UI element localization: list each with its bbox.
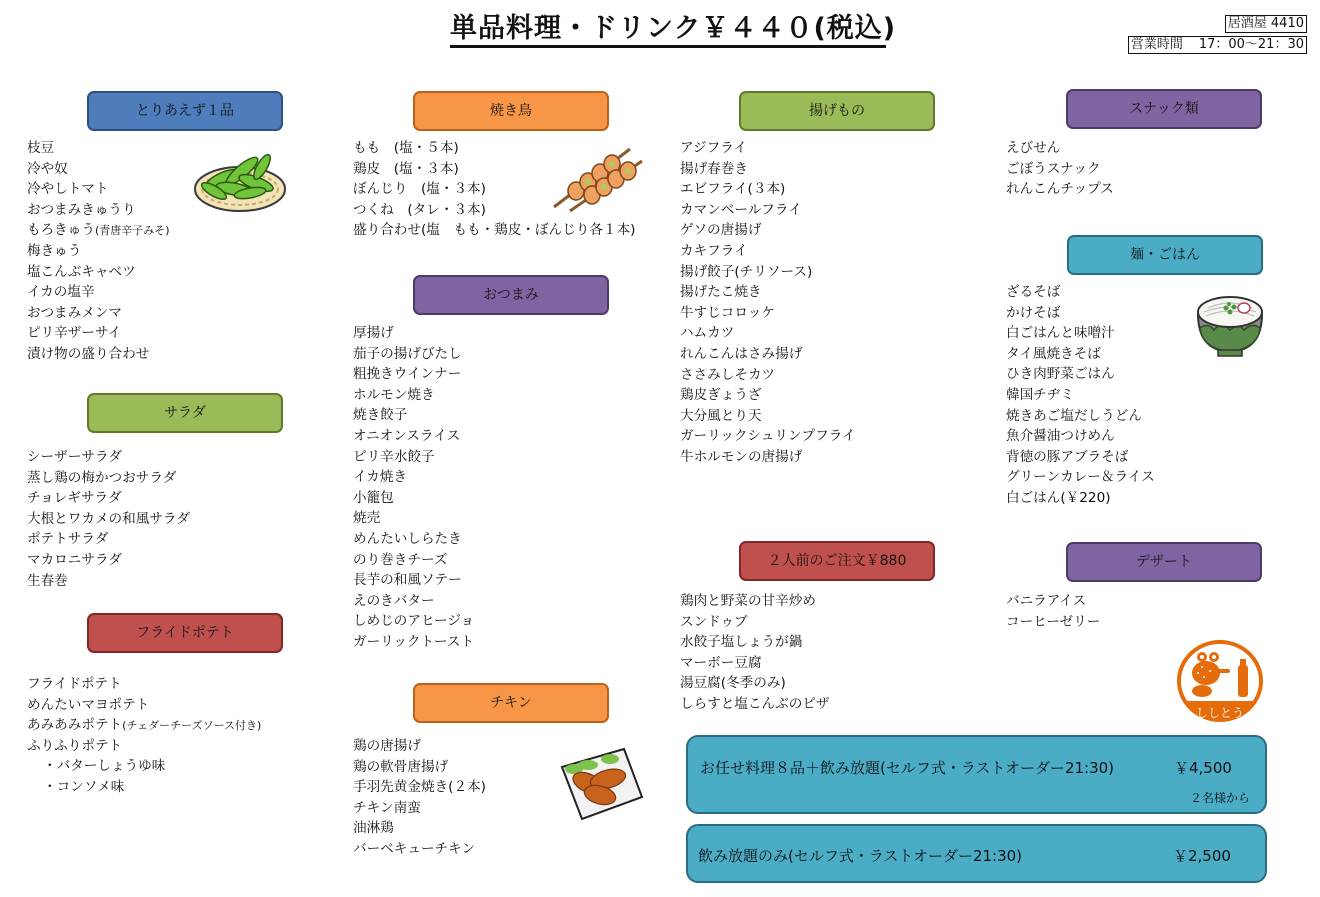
list-item: カマンベールフライ [680,201,802,218]
category-yakitori: 焼き鳥 [413,91,609,131]
list-item: スンドゥブ [680,613,748,630]
list-item: 枝豆 [27,140,55,156]
course-label: 飲み放題のみ(セルフ式・ラストオーダー21:30) [698,847,1023,865]
category-otsumami: おつまみ [413,275,609,315]
category-agemono: 揚げもの [739,91,935,131]
list-item: 盛り合わせ(塩 もも・鶏皮・ぼんじり各１本) [353,222,636,239]
list-item [27,715,261,736]
list-item: ひき肉野菜ごはん [1006,366,1115,383]
list-item: ささみしそカツ [680,366,776,383]
list-item: もも (塩・５本) [353,140,459,156]
list-item: 白ごはん(￥220) [1006,489,1111,506]
list-item: ガーリックトースト [353,633,475,650]
list-item: マーボー豆腐 [680,654,762,671]
category-for-two: ２人前のご注文￥880 [739,541,935,581]
item-note: (チェダーチーズソース付き) [122,719,262,733]
for-two-list [680,591,830,715]
list-item: のり巻きチーズ [353,551,448,568]
list-item: フライドポテト [27,676,122,692]
list-item: 大分風とり天 [680,407,762,424]
list-item: オニオンスライス [353,427,461,444]
list-item: 牛ホルモンの唐揚げ [680,448,803,465]
udon-bowl-illustration-icon [1194,288,1266,358]
chicken-wings-illustration-icon [558,745,644,825]
list-item: バニラアイス [1006,593,1087,609]
list-item: 韓国チヂミ [1006,386,1074,403]
list-item: おつまみメンマ [27,304,123,321]
list-item: イカ焼き [353,469,407,486]
list-item: 長芋の和風ソテー [353,572,462,589]
dessert-list [1006,591,1100,632]
list-item: 鶏皮ぎょうざ [680,387,762,404]
list-item: 茄子の揚げびたし [353,345,462,362]
list-item: ふりふりポテト [27,737,123,754]
fried-potato-list [27,674,261,798]
course-note: ２名様から [1190,791,1251,805]
list-item: 魚介醤油つけめん [1006,428,1115,445]
list-item: イカの塩辛 [27,284,95,301]
list-item: おつまみきゅうり [27,201,136,218]
list-item: コーヒーゼリー [1006,613,1101,630]
list-item: グリーンカレー＆ライス [1006,469,1155,486]
hours-value: 17：00～21：30 [1198,37,1304,52]
list-item: めんたいしらたき [353,530,462,547]
list-item: 蒸し鶏の梅かつおサラダ [27,469,177,486]
list-item: 油淋鶏 [353,820,394,837]
chicken-list [353,736,486,860]
list-item: ごぼうスナック [1006,160,1101,177]
list-item: チキン南蛮 [353,799,421,816]
list-item: 揚げたこ焼き [680,284,762,301]
list-item: 背徳の豚アブラそば [1006,448,1129,465]
list-item: 鶏皮 (塩・３本) [353,160,459,177]
list-item: 水餃子塩しょうが鍋 [680,634,803,651]
list-item: カキフライ [680,242,748,259]
business-hours [1128,36,1307,54]
list-item: 湯豆腐(冬季のみ) [680,675,786,692]
category-noodles-rice: 麺・ごはん [1067,235,1263,275]
toriaezu-list [27,138,170,365]
list-item: ぼんじり (塩・３本) [353,181,486,198]
list-item: 手羽先黄金焼き(２本) [353,779,486,796]
page-title: 単品料理・ドリンク￥４４０(税込) [450,12,886,48]
list-item: チョレギサラダ [27,490,122,507]
course-price: ￥4,500 [1174,759,1232,777]
list-item: 焼売 [353,510,381,527]
course-omakase-box [686,735,1267,814]
list-item: マカロニサラダ [27,551,123,568]
list-item: れんこんチップス [1006,181,1114,198]
list-item: 鶏の軟骨唐揚げ [353,758,449,775]
otsumami-list [353,323,474,653]
list-item: 鶏肉と野菜の甘辛炒め [680,593,816,609]
list-item: ・バターしょうゆ味 [43,758,166,775]
list-item: 粗挽きウインナー [353,366,462,383]
frog-stamp-logo-icon [1176,639,1264,723]
category-toriaezu: とりあえず１品 [87,91,283,131]
list-item: ガーリックシュリンプフライ [680,428,856,445]
list-item: タイ風焼きそば [1006,345,1101,362]
item-name: もろきゅう [27,222,95,239]
list-item: 生春巻 [27,572,68,589]
list-item: 小籠包 [353,489,394,506]
list-item: 鶏の唐揚げ [353,738,421,754]
course-nomihoudai-box [686,824,1267,883]
list-item: しめじのアヒージョ [353,613,475,630]
hours-label: 営業時間 [1130,37,1183,52]
list-item: ゲソの唐揚げ [680,222,762,239]
list-item: ピリ辛水餃子 [353,448,435,465]
list-item: 揚げ餃子(チリソース) [680,263,813,280]
yakitori-skewers-illustration-icon [548,143,644,213]
list-item [27,220,170,241]
category-chicken: チキン [413,683,609,723]
item-note: (青唐辛子みそ) [94,224,170,238]
list-item: エビフライ(３本) [680,181,786,198]
snack-list [1006,138,1114,200]
list-item: めんたいマヨポテト [27,696,150,713]
list-item: 白ごはんと味噌汁 [1006,325,1115,342]
list-item: ・コンソメ味 [43,778,125,795]
list-item: 冷や奴 [27,160,68,177]
list-item: えびせん [1006,140,1061,156]
item-name: あみあみポテト [27,717,123,734]
list-item: ポテトサラダ [27,531,109,548]
list-item: ピリ辛ザーサイ [27,325,122,342]
list-item: アジフライ [680,140,748,156]
list-item: 大根とワカメの和風サラダ [27,510,190,527]
list-item: れんこんはさみ揚げ [680,345,803,362]
list-item: 冷やしトマト [27,181,109,198]
category-salad: サラダ [87,393,283,433]
category-snack: スナック類 [1066,89,1262,129]
list-item: 焼きあご塩だしうどん [1006,407,1142,424]
list-item: えのきバター [353,592,435,609]
list-item: ホルモン焼き [353,386,435,403]
list-item: 塩こんぶキャベツ [27,263,136,280]
list-item: かけそば [1006,304,1061,321]
category-dessert: デザート [1066,542,1262,582]
list-item: しらすと塩こんぶのピザ [680,695,830,712]
course-label: お任せ料理８品＋飲み放題(セルフ式・ラストオーダー21:30) [700,759,1115,777]
list-item: バーベキューチキン [353,840,476,857]
list-item: ハムカツ [680,325,735,342]
list-item: 揚げ春巻き [680,160,748,177]
stamp-text: ししとう [1195,706,1245,720]
edamame-illustration-icon [192,143,288,215]
shop-name: 居酒屋 4410 [1225,15,1307,33]
noodles-rice-list [1006,282,1155,509]
list-item: シーザーサラダ [27,449,123,465]
list-item: 厚揚げ [353,325,394,341]
category-fried-potato: フライドポテト [87,613,283,653]
agemono-list [680,138,856,468]
salad-list [27,447,190,591]
list-item: ざるそば [1006,284,1061,300]
list-item: 漬け物の盛り合わせ [27,345,150,362]
course-price: ￥2,500 [1173,847,1231,865]
list-item: つくね (タレ・３本) [353,201,486,218]
list-item: 焼き餃子 [353,407,408,424]
list-item: 梅きゅう [27,242,82,259]
list-item: 牛すじコロッケ [680,304,775,321]
